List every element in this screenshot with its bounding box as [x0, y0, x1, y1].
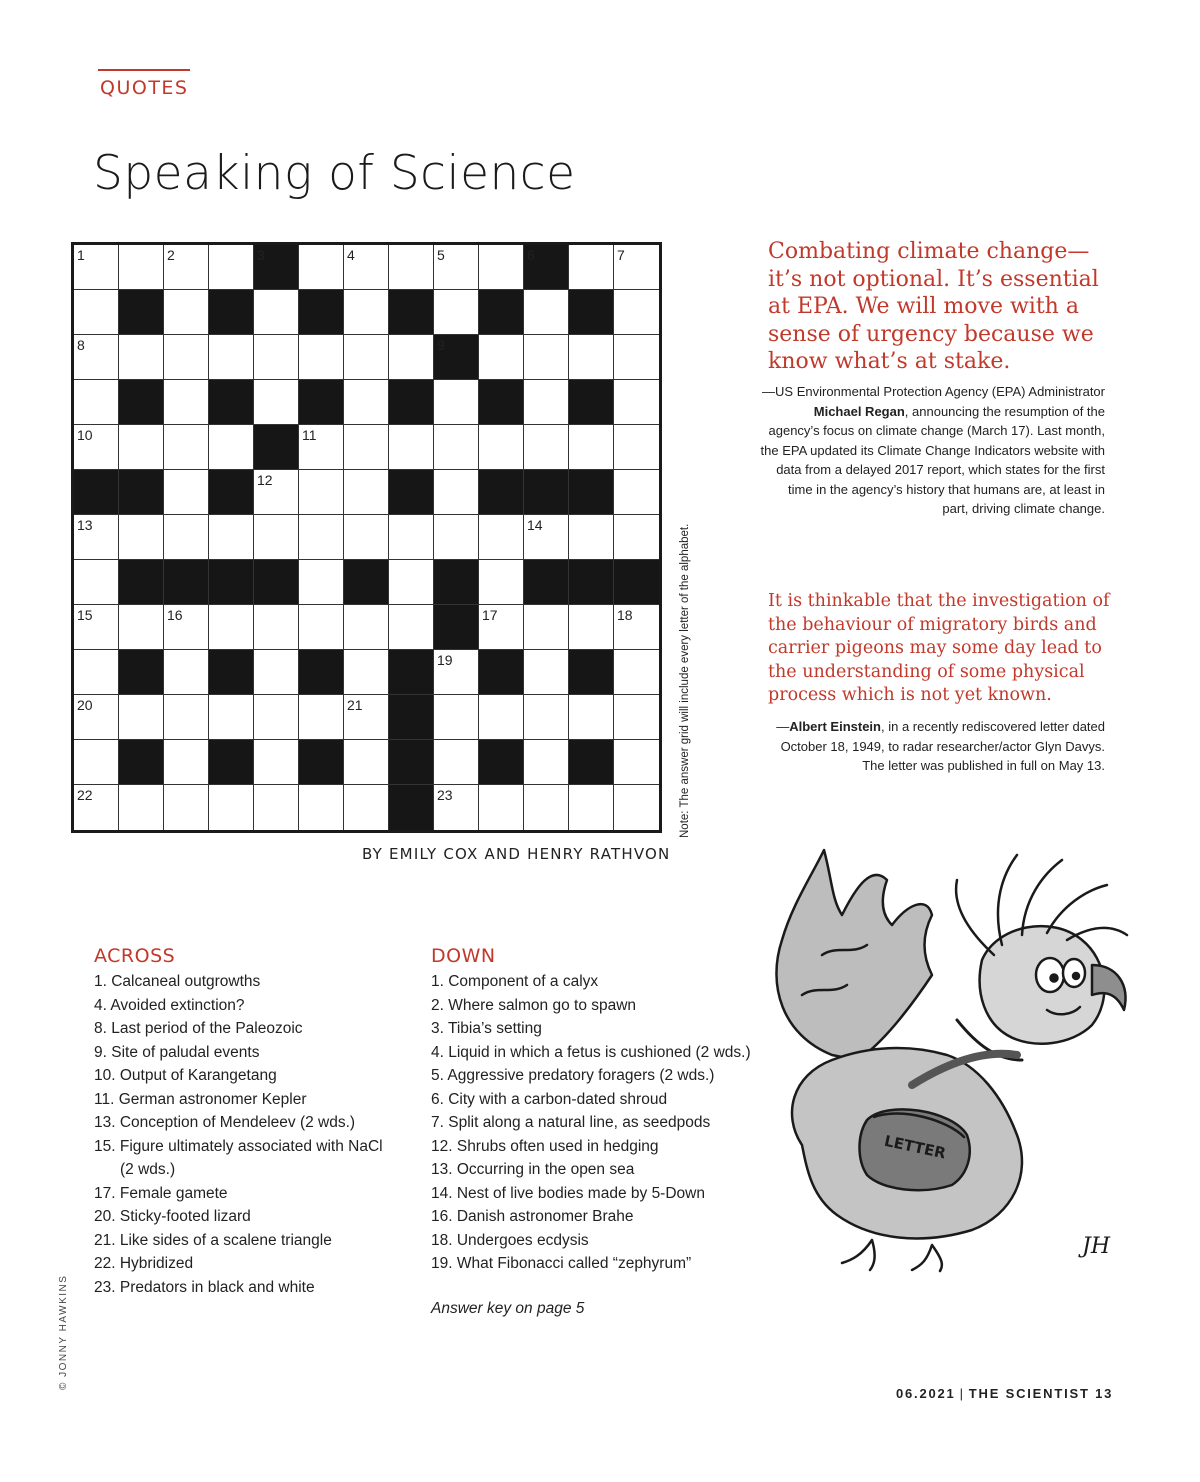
- grid-cell[interactable]: [164, 605, 209, 650]
- grid-cell[interactable]: [74, 605, 119, 650]
- footer-separator: |: [959, 1386, 965, 1401]
- black-square: [209, 470, 254, 515]
- grid-cell[interactable]: [74, 380, 119, 425]
- grid-cell[interactable]: [524, 380, 569, 425]
- black-square: [299, 380, 344, 425]
- grid-cell[interactable]: [299, 425, 344, 470]
- grid-cell[interactable]: [344, 245, 389, 290]
- grid-cell[interactable]: [119, 515, 164, 560]
- black-square: [119, 740, 164, 785]
- grid-cell[interactable]: [344, 695, 389, 740]
- grid-cell[interactable]: [434, 470, 479, 515]
- across-heading: ACROSS: [94, 945, 176, 967]
- grid-cell[interactable]: [389, 425, 434, 470]
- grid-cell[interactable]: [164, 785, 209, 830]
- clue-number: 11: [302, 427, 317, 443]
- publication-name: THE SCIENTIST: [968, 1386, 1090, 1401]
- clue-item: 2. Where salmon go to spawn: [431, 996, 637, 1014]
- grid-cell[interactable]: [569, 335, 614, 380]
- grid-cell[interactable]: [434, 785, 479, 830]
- clue-number: 13: [77, 517, 93, 533]
- carrier-pigeon-cartoon: [762, 845, 1132, 1275]
- clue-item: 17. Female gamete: [94, 1184, 228, 1202]
- page-title: Speaking of Science: [93, 146, 576, 201]
- grid-cell[interactable]: [119, 785, 164, 830]
- clue-number: 15: [77, 607, 93, 623]
- grid-cell[interactable]: [524, 695, 569, 740]
- grid-cell[interactable]: [434, 245, 479, 290]
- clue-item: 1. Calcaneal outgrowths: [94, 973, 261, 990]
- grid-cell[interactable]: [479, 695, 524, 740]
- attribution-prefix: —US Environmental Protection Agency (EPA) Administrator: [762, 384, 1105, 399]
- grid-cell[interactable]: [299, 605, 344, 650]
- grid-cell[interactable]: [164, 650, 209, 695]
- grid-cell[interactable]: [479, 335, 524, 380]
- grid-cell[interactable]: [344, 650, 389, 695]
- grid-cell[interactable]: [209, 605, 254, 650]
- grid-cell[interactable]: [524, 740, 569, 785]
- grid-cell[interactable]: [344, 335, 389, 380]
- black-square: [389, 695, 434, 740]
- across-clue-list: [94, 970, 404, 1299]
- black-square: [254, 560, 299, 605]
- black-square: [569, 470, 614, 515]
- grid-cell[interactable]: [209, 785, 254, 830]
- grid-cell[interactable]: [434, 515, 479, 560]
- attribution-detail: , announcing the resumption of the agency’s focus on climate change (March 17). Last month, the EPA updated its Climate Change Indicators website with data from a delayed 2017 report, which states for the first time in the agency’s history that humans are, at least in part, driving climate change.: [760, 403, 1105, 516]
- grid-cell[interactable]: [254, 650, 299, 695]
- grid-cell[interactable]: [524, 425, 569, 470]
- grid-cell[interactable]: [479, 515, 524, 560]
- clue-item: 9. Site of paludal events: [94, 1043, 260, 1061]
- grid-cell[interactable]: [524, 335, 569, 380]
- black-square: [164, 560, 209, 605]
- clue-number: 19: [437, 652, 453, 668]
- black-square: [569, 740, 614, 785]
- grid-cell[interactable]: [614, 425, 659, 470]
- grid-cell[interactable]: [344, 290, 389, 335]
- grid-cell[interactable]: [614, 515, 659, 560]
- grid-cell[interactable]: [119, 245, 164, 290]
- black-square: [434, 560, 479, 605]
- clue-number: 2: [167, 247, 175, 263]
- black-square: [119, 380, 164, 425]
- clue-item: 14. Nest of live bodies made by 5-Down: [431, 1184, 705, 1202]
- quote-attribution-2: [760, 717, 1105, 776]
- grid-cell[interactable]: [389, 245, 434, 290]
- page-number: 13: [1095, 1386, 1114, 1401]
- attribution-detail: , in a recently rediscovered letter dated October 18, 1949, to radar researcher/actor Glyn Davys. The letter was published in full on May 13.: [780, 719, 1105, 773]
- grid-cell[interactable]: [254, 380, 299, 425]
- clue-item: 8. Last period of the Paleozoic: [94, 1020, 303, 1037]
- grid-cell[interactable]: [569, 785, 614, 830]
- grid-cell[interactable]: [524, 650, 569, 695]
- black-square: [119, 650, 164, 695]
- clue-number: 20: [77, 697, 93, 713]
- grid-cell[interactable]: [614, 335, 659, 380]
- grid-cell[interactable]: [569, 605, 614, 650]
- black-square: [434, 335, 479, 380]
- clue-item: 20. Sticky-footed lizard: [94, 1208, 251, 1225]
- grid-cell[interactable]: [164, 380, 209, 425]
- grid-cell[interactable]: [164, 470, 209, 515]
- clue-item: 7. Split along a natural line, as seedpods: [431, 1114, 711, 1131]
- quote-text-1: Combating climate change—it’s not optional. It’s essential at EPA. We will move with a sense of urgency because we know what’s at stake.: [768, 239, 1099, 374]
- clue-item: 23. Predators in black and white: [94, 1278, 315, 1296]
- grid-cell[interactable]: [164, 290, 209, 335]
- grid-cell[interactable]: [524, 605, 569, 650]
- grid-cell[interactable]: [479, 785, 524, 830]
- clue-item: 5. Aggressive predatory foragers (2 wds.): [431, 1067, 715, 1084]
- grid-cell[interactable]: [569, 515, 614, 560]
- grid-cell[interactable]: [299, 515, 344, 560]
- clue-number: 23: [437, 787, 453, 803]
- grid-cell[interactable]: [74, 515, 119, 560]
- grid-cell[interactable]: [389, 515, 434, 560]
- attribution-name: Michael Regan: [813, 403, 905, 419]
- black-square: [389, 380, 434, 425]
- answer-key-note: Answer key on page 5: [431, 1300, 585, 1317]
- clue-item: 16. Danish astronomer Brahe: [431, 1208, 634, 1225]
- clue-number: 7: [617, 247, 625, 263]
- grid-cell[interactable]: [119, 335, 164, 380]
- quote-text-2: It is thinkable that the investigation of the behaviour of migratory birds and carrier pigeons may some day lead to the understanding of some physical process which is not yet known.: [768, 591, 1110, 705]
- clue-number: 22: [77, 787, 93, 803]
- black-square: [524, 470, 569, 515]
- grid-cell[interactable]: [74, 560, 119, 605]
- grid-cell[interactable]: [479, 605, 524, 650]
- clue-number: 3: [257, 247, 265, 263]
- black-square: [299, 740, 344, 785]
- grid-cell[interactable]: [434, 425, 479, 470]
- grid-cell[interactable]: [614, 785, 659, 830]
- black-square: [479, 740, 524, 785]
- grid-cell[interactable]: [74, 335, 119, 380]
- black-square: [74, 470, 119, 515]
- illustration-credit: © JONNY HAWKINS: [58, 1274, 69, 1390]
- black-square: [569, 560, 614, 605]
- black-square: [389, 740, 434, 785]
- grid-cell[interactable]: [344, 740, 389, 785]
- grid-cell[interactable]: [164, 695, 209, 740]
- clue-item: 4. Liquid in which a fetus is cushioned (2 wds.): [431, 1043, 751, 1061]
- black-square: [569, 380, 614, 425]
- black-square: [209, 650, 254, 695]
- grid-cell[interactable]: [164, 740, 209, 785]
- grid-cell[interactable]: [569, 425, 614, 470]
- clue-number: 10: [77, 427, 93, 443]
- grid-cell[interactable]: [299, 335, 344, 380]
- section-rule: [98, 69, 190, 71]
- artist-signature: JH: [1082, 1234, 1111, 1259]
- grid-cell[interactable]: [119, 425, 164, 470]
- grid-cell[interactable]: [479, 425, 524, 470]
- black-square: [479, 650, 524, 695]
- grid-cell[interactable]: [614, 380, 659, 425]
- black-square: [569, 290, 614, 335]
- grid-cell[interactable]: [254, 515, 299, 560]
- black-square: [614, 560, 659, 605]
- clue-number: 21: [347, 697, 363, 713]
- grid-cell[interactable]: [434, 695, 479, 740]
- grid-cell[interactable]: [389, 335, 434, 380]
- grid-cell[interactable]: [74, 290, 119, 335]
- clue-number: 16: [167, 607, 183, 623]
- grid-note: Note: The answer grid will include every letter of the alphabet.: [679, 523, 691, 838]
- clue-item: 6. City with a carbon-dated shroud: [431, 1090, 668, 1108]
- grid-cell[interactable]: [434, 290, 479, 335]
- black-square: [209, 380, 254, 425]
- clue-item: 13. Conception of Mendeleev (2 wds.): [94, 1114, 356, 1131]
- clue-number: 18: [617, 607, 633, 623]
- grid-cell[interactable]: [74, 740, 119, 785]
- grid-cell[interactable]: [524, 290, 569, 335]
- grid-cell[interactable]: [254, 740, 299, 785]
- grid-cell[interactable]: [164, 425, 209, 470]
- black-square: [479, 380, 524, 425]
- clue-number: 9: [437, 337, 445, 353]
- grid-cell[interactable]: [254, 335, 299, 380]
- section-label: QUOTES: [100, 77, 189, 99]
- grid-cell[interactable]: [119, 695, 164, 740]
- grid-cell[interactable]: [209, 425, 254, 470]
- black-square: [254, 245, 299, 290]
- grid-cell[interactable]: [164, 245, 209, 290]
- grid-cell[interactable]: [254, 470, 299, 515]
- grid-cell[interactable]: [434, 740, 479, 785]
- down-heading: DOWN: [431, 945, 496, 967]
- clue-item: 4. Avoided extinction?: [94, 996, 245, 1014]
- clue-item: 1. Component of a calyx: [431, 973, 599, 990]
- grid-cell[interactable]: [479, 560, 524, 605]
- black-square: [524, 245, 569, 290]
- grid-cell[interactable]: [209, 515, 254, 560]
- grid-cell[interactable]: [614, 695, 659, 740]
- grid-cell[interactable]: [614, 245, 659, 290]
- down-clue-list: [431, 970, 761, 1276]
- clue-item: 21. Like sides of a scalene triangle: [94, 1231, 332, 1249]
- grid-cell[interactable]: [254, 605, 299, 650]
- black-square: [479, 290, 524, 335]
- grid-cell[interactable]: [614, 650, 659, 695]
- clue-item: 19. What Fibonacci called “zephyrum”: [431, 1255, 692, 1272]
- grid-cell[interactable]: [299, 785, 344, 830]
- clue-number: 1: [77, 247, 85, 263]
- clue-item: 15. Figure ultimately associated with NaCl: [94, 1137, 383, 1155]
- grid-cell[interactable]: [254, 290, 299, 335]
- black-square: [119, 290, 164, 335]
- grid-cell[interactable]: [344, 785, 389, 830]
- black-square: [479, 470, 524, 515]
- black-square: [389, 785, 434, 830]
- black-square: [524, 560, 569, 605]
- black-square: [299, 650, 344, 695]
- grid-cell[interactable]: [299, 695, 344, 740]
- grid-cell[interactable]: [524, 785, 569, 830]
- grid-cell[interactable]: [614, 605, 659, 650]
- black-square: [119, 470, 164, 515]
- grid-cell[interactable]: [344, 380, 389, 425]
- grid-cell[interactable]: [209, 695, 254, 740]
- grid-cell[interactable]: [434, 650, 479, 695]
- grid-cell[interactable]: [389, 560, 434, 605]
- grid-cell[interactable]: [569, 695, 614, 740]
- grid-cell[interactable]: [209, 245, 254, 290]
- black-square: [344, 560, 389, 605]
- clue-number: 8: [77, 337, 85, 353]
- black-square: [299, 290, 344, 335]
- grid-cell[interactable]: [299, 470, 344, 515]
- grid-cell[interactable]: [614, 470, 659, 515]
- black-square: [389, 290, 434, 335]
- grid-cell[interactable]: [569, 245, 614, 290]
- clue-number: 12: [257, 472, 273, 488]
- grid-cell[interactable]: [74, 785, 119, 830]
- grid-cell[interactable]: [119, 605, 164, 650]
- black-square: [389, 650, 434, 695]
- black-square: [254, 425, 299, 470]
- grid-cell[interactable]: [74, 425, 119, 470]
- crossword-grid: [71, 242, 662, 833]
- issue-date: 06.2021: [896, 1386, 956, 1401]
- clue-number: 14: [527, 517, 543, 533]
- grid-cell[interactable]: [299, 560, 344, 605]
- grid-cell[interactable]: [344, 425, 389, 470]
- grid-cell[interactable]: [614, 740, 659, 785]
- clue-item: 10. Output of Karangetang: [94, 1067, 277, 1084]
- grid-cell[interactable]: [209, 335, 254, 380]
- grid-cell[interactable]: [254, 785, 299, 830]
- grid-cell[interactable]: [164, 335, 209, 380]
- black-square: [119, 560, 164, 605]
- black-square: [209, 560, 254, 605]
- black-square: [434, 605, 479, 650]
- bag-label: LETTER: [882, 1131, 948, 1163]
- black-square: [569, 650, 614, 695]
- black-square: [389, 470, 434, 515]
- clue-number: 4: [347, 247, 355, 263]
- quote-attribution-1: [760, 382, 1105, 519]
- clue-item: 3. Tibia’s setting: [431, 1020, 542, 1037]
- black-square: [209, 290, 254, 335]
- grid-cell[interactable]: [524, 515, 569, 560]
- grid-cell[interactable]: [344, 470, 389, 515]
- grid-cell[interactable]: [389, 605, 434, 650]
- page-footer: [896, 1386, 1113, 1401]
- clue-item: (2 wds.): [120, 1161, 176, 1178]
- attribution-name: Albert Einstein: [789, 719, 881, 734]
- clue-item: 18. Undergoes ecdysis: [431, 1231, 589, 1249]
- grid-cell[interactable]: [74, 695, 119, 740]
- grid-cell[interactable]: [479, 245, 524, 290]
- grid-cell[interactable]: [74, 245, 119, 290]
- grid-cell[interactable]: [254, 695, 299, 740]
- grid-cell[interactable]: [344, 605, 389, 650]
- clue-item: 12. Shrubs often used in hedging: [431, 1137, 659, 1155]
- grid-cell[interactable]: [164, 515, 209, 560]
- grid-cell[interactable]: [344, 515, 389, 560]
- clue-number: 6: [527, 247, 535, 263]
- attribution-prefix: —: [776, 719, 790, 734]
- clue-item: 13. Occurring in the open sea: [431, 1161, 635, 1178]
- black-square: [209, 740, 254, 785]
- grid-cell[interactable]: [614, 290, 659, 335]
- clue-item: 22. Hybridized: [94, 1255, 194, 1272]
- grid-cell[interactable]: [74, 650, 119, 695]
- byline: BY EMILY COX AND HENRY RATHVON: [362, 845, 671, 863]
- clue-item: 11. German astronomer Kepler: [94, 1090, 307, 1108]
- grid-cell[interactable]: [299, 245, 344, 290]
- clue-number: 17: [482, 607, 498, 623]
- grid-cell[interactable]: [434, 380, 479, 425]
- clue-number: 5: [437, 247, 445, 263]
